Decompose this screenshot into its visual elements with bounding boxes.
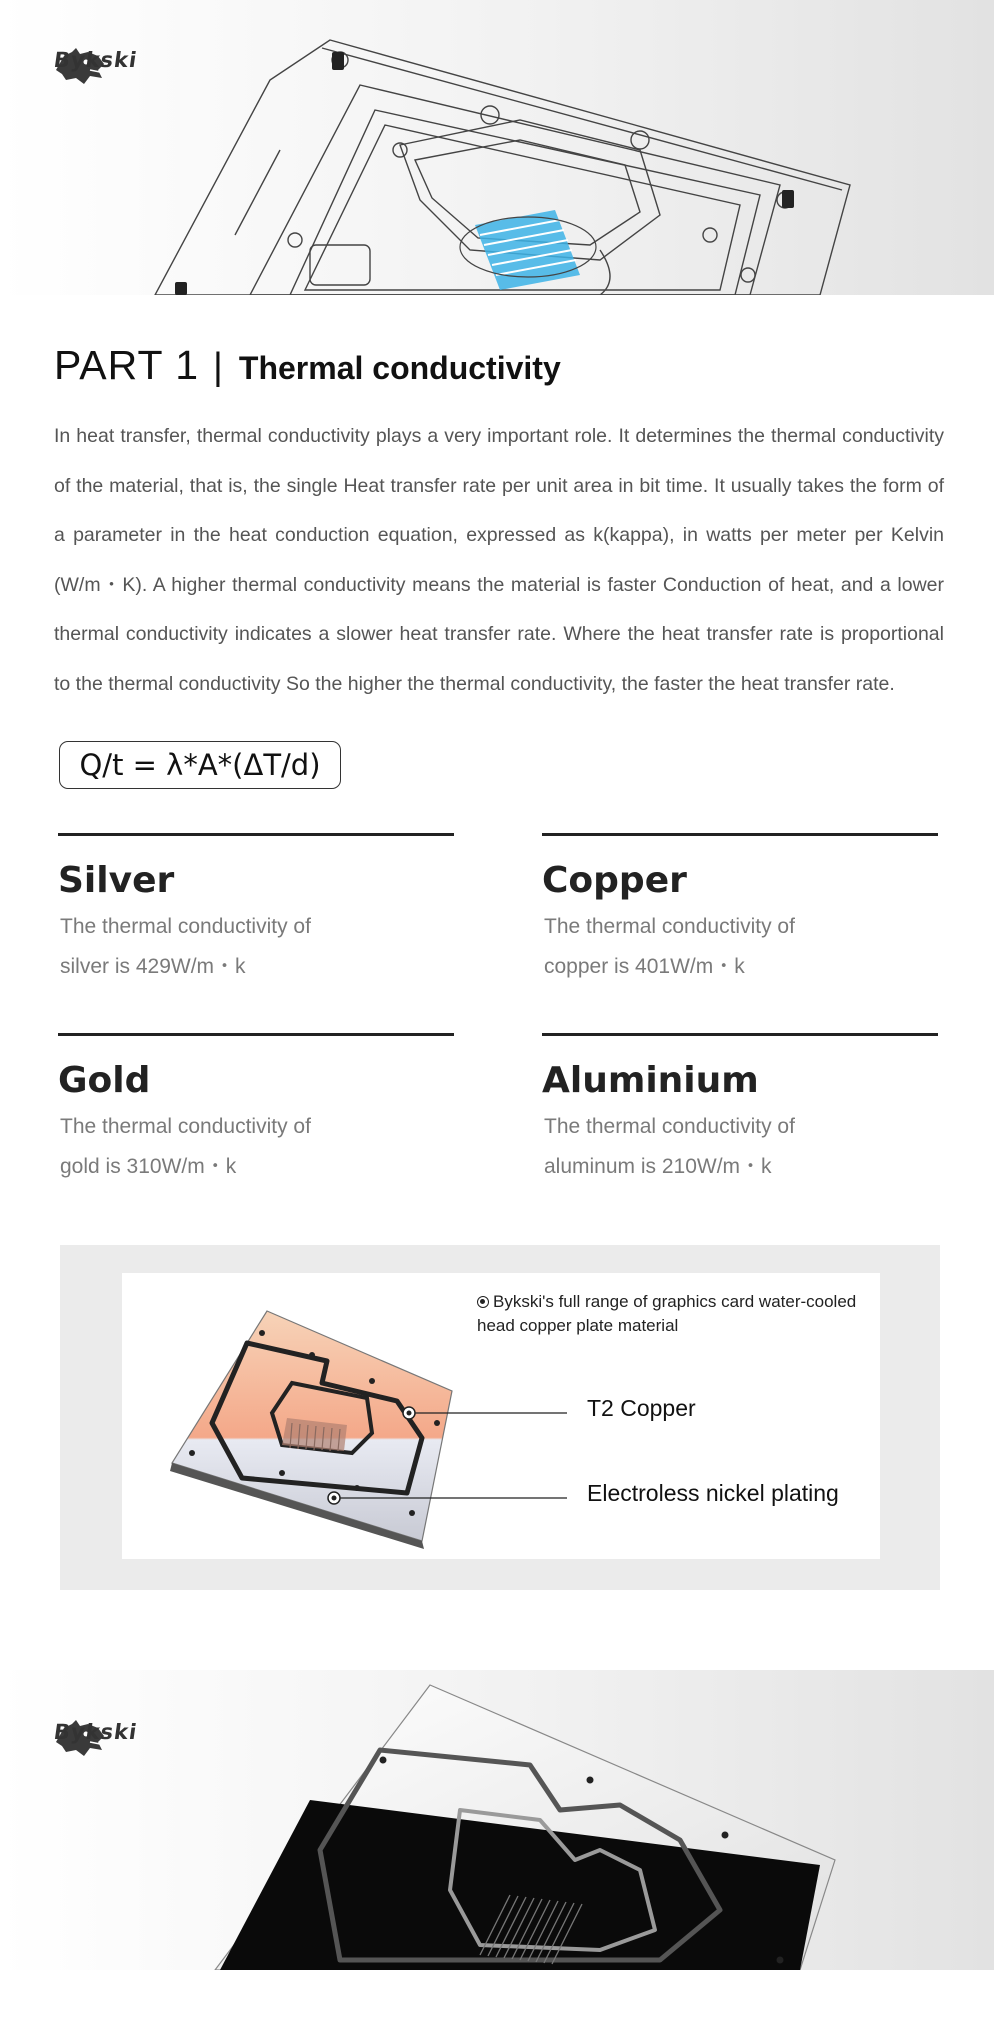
metal-name: Copper: [542, 860, 687, 901]
blue-heatsink-fins: [460, 210, 596, 290]
thermal-conductivity-paragraph: In heat transfer, thermal conductivity plays a very important role. It determines the thermal conductivity of the material, that is, the single Heat transfer rate per unit area in bit time. It usually takes the form of a parameter in the heat conduction equation, expressed as k(kappa), in watts per meter per Kelvin (W/m・K). A higher thermal conductivity means the material is faster Conduction of heat, and a lower thermal conductivity indicates a slower heat transfer rate. Where the heat transfer rate is proportional to the thermal conductivity So the higher the thermal conductivity, the faster the heat transfer rate.: [54, 425, 944, 695]
brand-logo: [52, 48, 140, 72]
section-heading: [54, 342, 561, 389]
formula-box: Q/t = λ*A*(ΔT/d): [59, 741, 341, 789]
brand-name: Bykski: [52, 48, 140, 72]
nickel-plating-label: Electroless nickel plating: [587, 1480, 839, 1506]
section-title: Thermal conductivity: [238, 350, 561, 386]
divider: [542, 1033, 938, 1036]
water-block-acrylic-illustration: [0, 1670, 994, 1970]
divider: [542, 833, 938, 836]
metal-name: Silver: [58, 860, 175, 901]
top-product-banner: [0, 0, 994, 295]
part-label: PART 1: [54, 342, 200, 388]
water-block-line-drawing: [0, 0, 994, 295]
divider: [58, 833, 454, 836]
bullet-dot-icon: [477, 1296, 489, 1308]
brand-name: Bykski: [52, 1720, 140, 1744]
bottom-product-banner: [0, 1670, 994, 1970]
metal-description: The thermal conductivity of aluminum is 210W/m・k: [544, 1115, 795, 1178]
material-illustration-panel: [122, 1273, 880, 1559]
metal-description: The thermal conductivity of silver is 429W/m・k: [60, 915, 311, 978]
metal-card-copper: [542, 833, 938, 987]
metal-card-aluminium: [542, 1033, 938, 1187]
divider: [58, 1033, 454, 1036]
metal-description: The thermal conductivity of gold is 310W/m・k: [60, 1115, 311, 1178]
metal-card-gold: [58, 1033, 454, 1187]
heading-separator: |: [213, 346, 223, 388]
metal-description: The thermal conductivity of copper is 401W/m・k: [544, 915, 795, 978]
t2-copper-label: T2 Copper: [587, 1395, 696, 1421]
brand-logo-bottom: [52, 1720, 140, 1744]
metal-name: Gold: [58, 1060, 151, 1101]
material-section: [60, 1245, 940, 1590]
metal-name: Aluminium: [542, 1060, 759, 1101]
material-note: [477, 1290, 857, 1338]
material-note-text: Bykski's full range of graphics card water-cooled head copper plate material: [477, 1292, 857, 1335]
metal-card-silver: [58, 833, 454, 987]
